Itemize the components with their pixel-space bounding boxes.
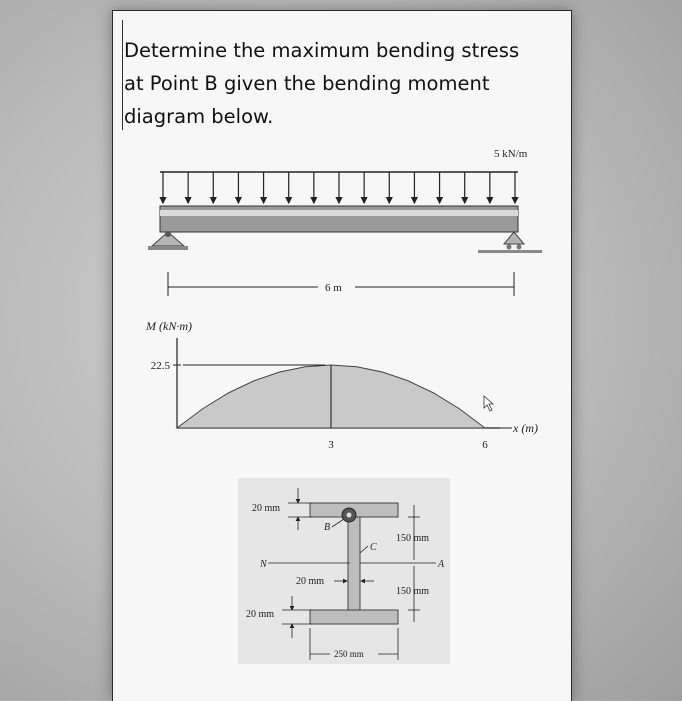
chart-ylabel: M (kN·m) [146, 319, 192, 333]
top-flange-thickness-label: 20 mm [252, 503, 281, 514]
roller-support-right [478, 232, 542, 253]
beam-diagram [148, 148, 542, 296]
lower-depth-label: 150 mm [396, 586, 430, 597]
question-line-2: at Point B given the bending moment [124, 72, 490, 95]
point-c-label: C [370, 542, 377, 553]
flange-width-label: 250 mm [334, 649, 364, 659]
question-line-1: Determine the maximum bending stress [124, 39, 520, 62]
load-arrows [163, 172, 515, 203]
web [348, 517, 360, 610]
upper-depth-label: 150 mm [396, 533, 430, 544]
moment-diagram [145, 319, 538, 451]
bottom-flange-thickness-label: 20 mm [246, 609, 275, 620]
x-tick-label-6: 6 [482, 439, 488, 451]
span-label: 6 m [325, 282, 342, 294]
y-tick-label: 22.5 [150, 360, 170, 372]
point-a-label: A [438, 559, 445, 570]
cross-section [238, 478, 450, 664]
cursor-icon [484, 396, 493, 411]
beam-body [160, 206, 518, 232]
point-b-label: B [324, 522, 331, 533]
question-line-3: diagram below. [124, 105, 274, 128]
chart-xlabel: x (m) [513, 421, 538, 435]
distributed-load-label: 5 kN/m [494, 148, 528, 160]
x-tick-label-3: 3 [328, 439, 334, 451]
neutral-axis-label: N [260, 559, 267, 570]
beam-highlight [160, 210, 518, 216]
pin-support-left [148, 231, 188, 250]
point-b-marker-center [347, 513, 352, 518]
web-thickness-label: 20 mm [296, 576, 325, 587]
bottom-flange [310, 610, 398, 624]
